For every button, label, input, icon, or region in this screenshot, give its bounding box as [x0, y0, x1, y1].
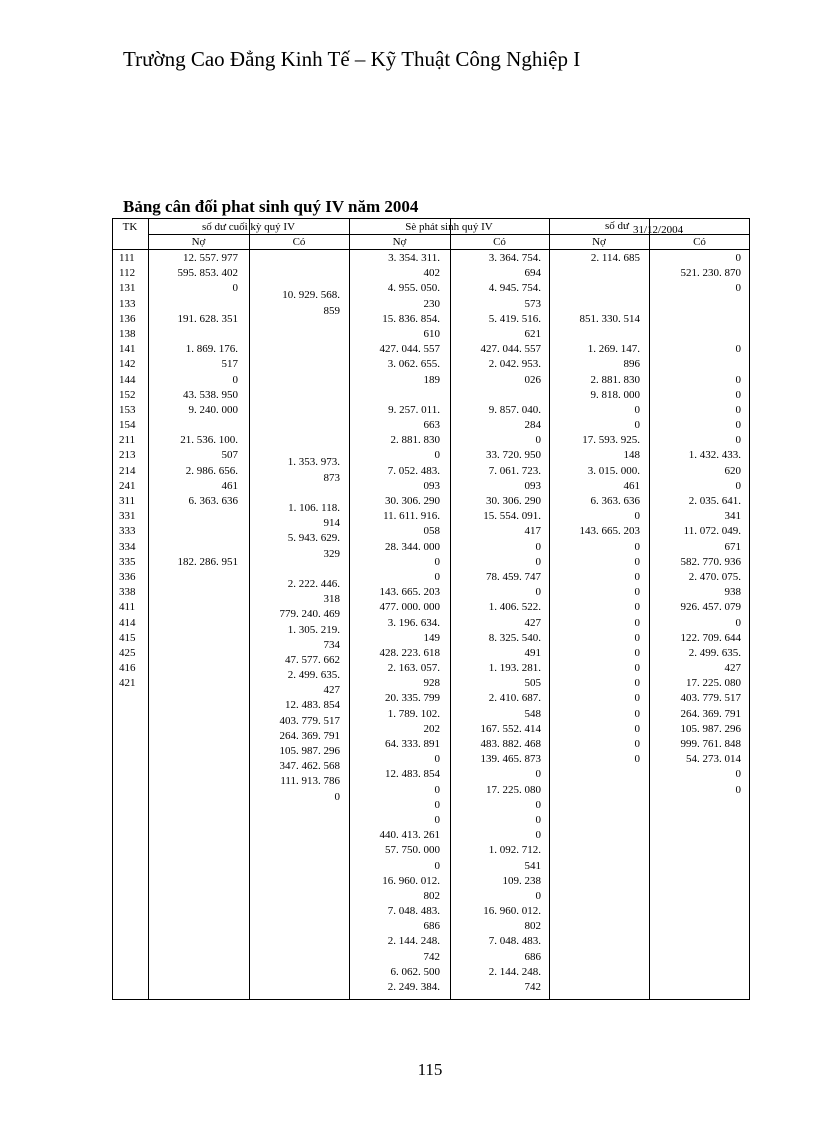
cell-value	[251, 562, 340, 577]
cell-value: 427	[524, 616, 541, 629]
cell-value: 0	[634, 586, 640, 599]
cell-value	[251, 319, 340, 334]
cell-value: 347. 462. 568	[279, 760, 340, 773]
cell-value: 0	[535, 813, 541, 826]
column-closing-debit	[551, 251, 640, 767]
cell-value	[150, 524, 238, 539]
cell-value: 0	[634, 631, 640, 644]
cell-value: 341	[724, 510, 741, 523]
cell-value: 0	[535, 434, 541, 447]
cell-value: 0	[634, 662, 640, 675]
cell-value	[551, 266, 640, 281]
cell-value: 491	[524, 646, 541, 659]
cell-value: 0	[634, 646, 640, 659]
cell-value: 4. 955. 050.	[387, 282, 440, 295]
cell-value: 896	[623, 358, 640, 371]
account-code: 335	[119, 555, 136, 568]
cell-value: 6. 062. 500	[390, 965, 440, 978]
column-movement-credit	[452, 251, 541, 995]
cell-value: 521. 230. 870	[680, 267, 741, 280]
header-debit: Nợ	[392, 236, 407, 248]
cell-value: 9. 818. 000	[590, 388, 640, 401]
table-divider	[549, 218, 550, 1000]
cell-value: 0	[735, 388, 741, 401]
account-code: 142	[119, 358, 136, 371]
cell-value: 093	[524, 479, 541, 492]
cell-value: 182. 286. 951	[177, 555, 238, 568]
cell-value: 058	[423, 525, 440, 538]
cell-value: 0	[634, 692, 640, 705]
account-code: 338	[119, 586, 136, 599]
cell-value: 15. 836. 854.	[382, 312, 440, 325]
cell-value: 1. 305. 219.	[287, 623, 340, 636]
column-opening-credit	[251, 258, 340, 805]
cell-value: 1. 789. 102.	[387, 707, 440, 720]
cell-value	[150, 509, 238, 524]
cell-value: 3. 062. 655.	[387, 358, 440, 371]
cell-value: 3. 196. 634.	[387, 616, 440, 629]
account-code: 141	[119, 343, 136, 356]
cell-value: 0	[634, 570, 640, 583]
cell-value: 2. 035. 641.	[688, 495, 741, 507]
cell-value: 1. 432. 433.	[688, 449, 741, 462]
cell-value	[551, 297, 640, 312]
cell-value: 12. 483. 854	[285, 699, 340, 712]
cell-value	[651, 312, 741, 327]
cell-value: 873	[323, 471, 340, 484]
cell-value: 2. 222. 446.	[287, 577, 340, 590]
cell-value: 0	[434, 555, 440, 568]
cell-value: 143. 665. 203	[379, 586, 440, 599]
cell-value	[452, 388, 541, 403]
account-code: 213	[119, 449, 136, 462]
table-divider	[349, 218, 350, 1000]
cell-value: 0	[735, 282, 741, 295]
cell-value: 0	[535, 586, 541, 599]
cell-value: 78. 459. 747	[486, 570, 541, 583]
cell-value: 2. 881. 830	[390, 434, 440, 447]
account-code: 153	[119, 403, 136, 416]
cell-value: 30. 306. 290	[385, 495, 440, 507]
cell-value: 21. 536. 100.	[180, 434, 238, 447]
cell-value: 230	[423, 297, 440, 310]
cell-value	[551, 327, 640, 342]
cell-value: 2. 144. 248.	[488, 965, 541, 978]
cell-value	[251, 486, 340, 501]
cell-value: 57. 750. 000	[385, 844, 440, 857]
cell-value	[251, 364, 340, 379]
cell-value: 427. 044. 557	[480, 343, 541, 356]
cell-value: 671	[724, 540, 741, 553]
cell-value: 0	[634, 707, 640, 720]
cell-value: 0	[634, 540, 640, 553]
cell-value: 694	[524, 267, 541, 280]
cell-value: 4. 945. 754.	[488, 282, 541, 295]
cell-value: 0	[735, 783, 741, 796]
cell-value: 2. 144. 248.	[387, 935, 440, 948]
cell-value: 11. 072. 049.	[683, 525, 741, 538]
cell-value	[551, 281, 640, 296]
account-code: 331	[119, 510, 136, 523]
cell-value: 54. 273. 014	[686, 753, 741, 766]
cell-value: 507	[221, 449, 238, 462]
account-code: 333	[119, 525, 136, 538]
cell-value	[251, 334, 340, 349]
cell-value: 582. 770. 936	[680, 555, 741, 568]
cell-value: 11. 611. 916.	[383, 510, 440, 523]
cell-value: 6. 363. 636	[590, 495, 640, 507]
account-code: 311	[119, 495, 136, 507]
cell-value: 5. 943. 629.	[287, 532, 340, 545]
cell-value: 483. 882. 468	[480, 738, 541, 750]
cell-value: 0	[735, 479, 741, 492]
cell-value: 541	[524, 859, 541, 872]
cell-value: 2. 499. 635.	[688, 646, 741, 659]
header-closing-date: 31/12/2004	[633, 224, 684, 236]
cell-value: 2. 042. 953.	[488, 358, 541, 371]
header-tk: TK	[122, 221, 138, 233]
table-divider	[649, 218, 650, 1000]
cell-value: 0	[735, 252, 741, 264]
cell-value: 105. 987. 296	[279, 745, 340, 757]
account-code: 131	[119, 282, 136, 295]
cell-value: 779. 240. 469	[279, 608, 340, 621]
cell-value: 0	[735, 403, 741, 416]
cell-value: 0	[535, 555, 541, 568]
account-code: 136	[119, 312, 136, 325]
cell-value: 0	[735, 373, 741, 386]
account-code: 414	[119, 616, 136, 629]
header-credit: Có	[292, 236, 306, 248]
header-debit: Nợ	[191, 236, 206, 248]
cell-value: 926. 457. 079	[680, 601, 741, 614]
cell-value: 264. 369. 791	[279, 729, 340, 742]
account-code: 415	[119, 631, 136, 644]
cell-value	[651, 297, 741, 312]
cell-value	[150, 540, 238, 555]
cell-value: 2. 114. 685	[590, 252, 640, 264]
cell-value: 0	[634, 738, 640, 750]
cell-value: 16. 960. 012.	[483, 905, 541, 918]
cell-value: 093	[423, 479, 440, 492]
cell-value: 0	[434, 570, 440, 583]
cell-value	[150, 297, 238, 312]
cell-value: 33. 720. 950	[486, 449, 541, 462]
cell-value: 686	[423, 920, 440, 933]
cell-value: 0	[634, 555, 640, 568]
cell-value: 109. 238	[502, 874, 541, 887]
header-opening-balance: số dư cuối kỳ quý IV	[201, 221, 296, 233]
table-divider	[450, 218, 451, 1000]
cell-value: 3. 015. 000.	[587, 464, 640, 477]
cell-value: 105. 987. 296	[680, 722, 741, 735]
account-code: 133	[119, 297, 136, 310]
cell-value	[251, 349, 340, 364]
cell-value: 0	[434, 859, 440, 872]
account-code: 411	[119, 601, 136, 614]
cell-value: 621	[524, 327, 541, 340]
cell-value: 0	[634, 510, 640, 523]
account-code: 112	[119, 267, 136, 280]
cell-value: 0	[232, 282, 238, 295]
cell-value: 0	[634, 753, 640, 766]
cell-value: 928	[423, 677, 440, 690]
cell-value: 859	[323, 304, 340, 317]
cell-value: 0	[334, 790, 340, 803]
table-divider	[249, 218, 250, 1000]
column-closing-credit	[651, 251, 741, 798]
cell-value: 64. 333. 891	[385, 738, 440, 750]
cell-value: 6. 363. 636	[188, 495, 238, 507]
cell-value: 0	[634, 722, 640, 735]
cell-value: 0	[735, 343, 741, 356]
table-caption: Bảng cân đối phat sinh quý IV năm 2004	[123, 197, 419, 216]
cell-value: 10. 929. 568.	[282, 289, 340, 302]
cell-value: 686	[524, 950, 541, 963]
account-code: 214	[119, 464, 136, 477]
cell-value: 403. 779. 517	[680, 692, 741, 705]
cell-value: 851. 330. 514	[579, 312, 640, 325]
cell-value: 0	[434, 783, 440, 796]
cell-value: 264. 369. 791	[680, 707, 741, 720]
cell-value: 2. 410. 687.	[488, 692, 541, 705]
cell-value: 148	[623, 449, 640, 462]
cell-value: 461	[623, 479, 640, 492]
cell-value: 2. 881. 830	[590, 373, 640, 386]
cell-value: 318	[323, 593, 340, 606]
cell-value: 0	[434, 798, 440, 811]
cell-value: 9. 857. 040.	[488, 403, 541, 416]
cell-value: 427	[323, 684, 340, 697]
cell-value: 284	[524, 419, 541, 432]
cell-value: 999. 761. 848	[680, 738, 741, 750]
cell-value: 1. 193. 281.	[488, 662, 541, 675]
account-code: 241	[119, 479, 136, 492]
cell-value: 1. 406. 522.	[488, 601, 541, 614]
cell-value: 440. 413. 261	[379, 829, 440, 842]
cell-value: 28. 344. 000	[385, 540, 440, 553]
cell-value: 139. 465. 873	[480, 753, 541, 766]
cell-value: 477. 000. 000	[379, 601, 440, 614]
header-period-movement: Sè phát sinh quý IV	[405, 221, 493, 233]
cell-value: 3. 364. 754.	[488, 252, 541, 264]
cell-value: 9. 240. 000	[188, 403, 238, 416]
cell-value: 026	[524, 373, 541, 386]
account-code: 336	[119, 570, 136, 583]
document-header-title: Trường Cao Đẳng Kinh Tế – Kỹ Thuật Công Nghiệp I	[123, 47, 581, 71]
cell-value: 15. 554. 091.	[483, 510, 541, 523]
cell-value	[150, 327, 238, 342]
cell-value: 43. 538. 950	[183, 388, 238, 401]
header-debit: Nợ	[592, 236, 606, 248]
cell-value	[251, 425, 340, 440]
header-credit: Có	[493, 236, 506, 248]
cell-value: 802	[524, 920, 541, 933]
cell-value: 2. 986. 656.	[185, 464, 238, 477]
cell-value: 16. 960. 012.	[382, 874, 440, 887]
page-number: 115	[417, 1060, 443, 1079]
account-code: 334	[119, 540, 136, 553]
cell-value: 167. 552. 414	[480, 722, 541, 735]
cell-value: 0	[434, 813, 440, 826]
cell-value: 0	[634, 616, 640, 629]
header-credit: Có	[693, 236, 706, 248]
cell-value: 938	[724, 586, 741, 599]
cell-value	[251, 410, 340, 425]
account-code: 111	[119, 252, 135, 264]
cell-value: 191. 628. 351	[177, 312, 238, 325]
cell-value: 202	[423, 722, 440, 735]
cell-value: 17. 593. 925.	[582, 434, 640, 447]
cell-value: 0	[634, 677, 640, 690]
cell-value: 428. 223. 618	[379, 646, 440, 659]
cell-value: 802	[423, 889, 440, 902]
cell-value: 742	[423, 950, 440, 963]
account-code: 138	[119, 327, 136, 340]
account-code: 144	[119, 373, 136, 386]
cell-value: 548	[524, 707, 541, 720]
cell-value: 1. 092. 712.	[488, 844, 541, 857]
cell-value: 403. 779. 517	[279, 714, 340, 727]
cell-value: 742	[524, 981, 541, 993]
cell-value: 17. 225. 080	[686, 677, 741, 690]
account-code: 154	[119, 419, 136, 432]
column-account-codes	[119, 251, 136, 691]
account-code: 425	[119, 646, 136, 659]
column-opening-debit	[150, 251, 238, 570]
cell-value: 8. 325. 540.	[488, 631, 541, 644]
cell-value: 0	[735, 419, 741, 432]
cell-value: 189	[423, 373, 440, 386]
cell-value	[651, 357, 741, 372]
cell-value: 20. 335. 799	[385, 692, 440, 705]
cell-value: 0	[535, 829, 541, 842]
cell-value: 2. 470. 075.	[688, 570, 741, 583]
cell-value: 7. 048. 483.	[488, 935, 541, 948]
cell-value: 7. 061. 723.	[488, 464, 541, 477]
cell-value: 663	[423, 419, 440, 432]
cell-value: 0	[535, 540, 541, 553]
cell-value: 17. 225. 080	[486, 783, 541, 796]
cell-value	[251, 273, 340, 288]
cell-value: 0	[735, 768, 741, 781]
cell-value: 7. 048. 483.	[387, 905, 440, 918]
cell-value: 0	[735, 434, 741, 447]
account-code: 152	[119, 388, 136, 401]
cell-value: 0	[634, 403, 640, 416]
cell-value: 12. 483. 854	[385, 768, 440, 781]
cell-value: 0	[434, 449, 440, 462]
cell-value: 517	[221, 358, 238, 371]
cell-value: 2. 499. 635.	[287, 669, 340, 682]
cell-value: 143. 665. 203	[579, 525, 640, 538]
cell-value: 5. 419. 516.	[488, 312, 541, 325]
cell-value: 12. 557. 977	[183, 252, 238, 264]
account-code: 416	[119, 662, 136, 675]
cell-value: 417	[524, 525, 541, 538]
cell-value: 1. 106. 118.	[288, 502, 340, 514]
cell-value: 149	[423, 631, 440, 644]
cell-value: 2. 249. 384.	[387, 981, 440, 993]
account-code: 421	[119, 677, 136, 690]
cell-value: 461	[221, 479, 238, 492]
cell-value: 620	[724, 464, 741, 477]
cell-value: 0	[634, 601, 640, 614]
cell-value: 0	[634, 419, 640, 432]
cell-value: 0	[535, 798, 541, 811]
cell-value: 734	[323, 638, 340, 651]
cell-value: 402	[423, 267, 440, 280]
cell-value	[251, 440, 340, 455]
cell-value	[651, 327, 741, 342]
cell-value: 914	[323, 517, 340, 530]
cell-value: 0	[535, 768, 541, 781]
header-bottom-line	[112, 249, 750, 250]
cell-value: 329	[323, 547, 340, 560]
cell-value: 122. 709. 644	[680, 631, 741, 644]
cell-value: 9. 257. 011.	[388, 403, 440, 416]
cell-value: 7. 052. 483.	[387, 464, 440, 477]
cell-value	[251, 258, 340, 273]
cell-value	[150, 418, 238, 433]
column-movement-debit	[351, 251, 440, 995]
cell-value: 427. 044. 557	[379, 343, 440, 356]
cell-value: 1. 269. 147.	[587, 343, 640, 356]
cell-value: 0	[434, 753, 440, 766]
cell-value: 505	[524, 677, 541, 690]
cell-value: 610	[423, 327, 440, 340]
cell-value: 0	[735, 616, 741, 629]
cell-value: 1. 353. 973.	[287, 456, 340, 469]
cell-value: 47. 577. 662	[285, 653, 340, 666]
cell-value: 30. 306. 290	[486, 495, 541, 507]
cell-value: 1. 869. 176.	[185, 343, 238, 356]
cell-value: 427	[724, 662, 741, 675]
cell-value: 0	[535, 889, 541, 902]
cell-value: 573	[524, 297, 541, 310]
cell-value: 111. 913. 786	[280, 775, 340, 788]
cell-value	[251, 380, 340, 395]
cell-value: 2. 163. 057.	[387, 662, 440, 675]
cell-value	[251, 395, 340, 410]
cell-value: 595. 853. 402	[177, 267, 238, 280]
cell-value	[351, 388, 440, 403]
account-code: 211	[119, 434, 136, 447]
table-divider	[148, 218, 149, 1000]
cell-value: 0	[232, 373, 238, 386]
header-closing-balance: số dư	[605, 220, 629, 232]
cell-value: 3. 354. 311.	[388, 252, 440, 264]
